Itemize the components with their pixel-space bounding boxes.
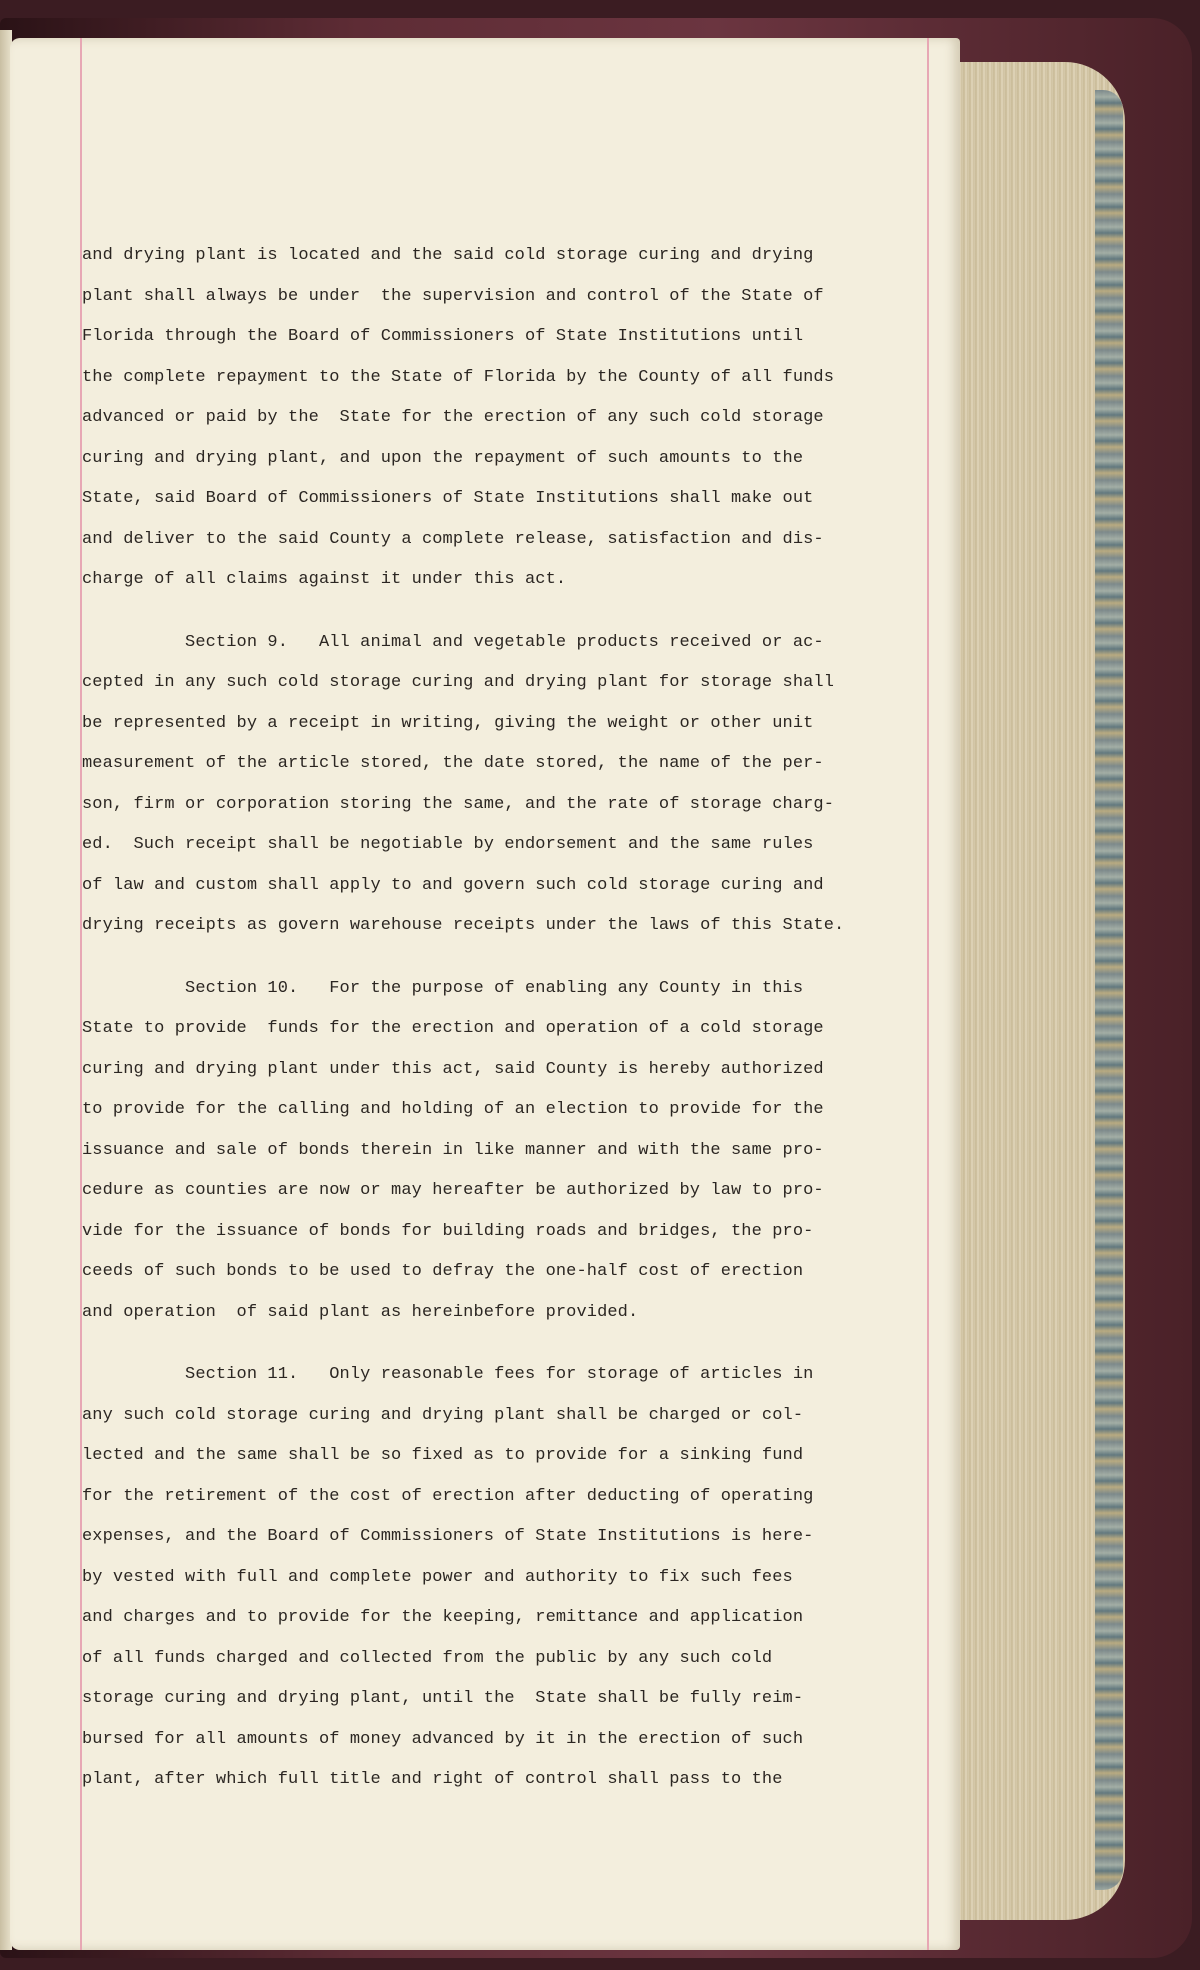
text-line: vide for the issuance of bonds for building roads and bridges, the pro-: [82, 1221, 814, 1241]
text-line: measurement of the article stored, the date stored, the name of the per-: [82, 754, 824, 773]
text-line: advanced or paid by the State for the erection of any such cold storage: [82, 408, 824, 427]
text-line: Section 10. For the purpose of enabling any County in this: [82, 978, 804, 998]
text-line: by vested with full and complete power and authority to fix such fees: [82, 1567, 793, 1587]
text-line: and charges and to provide for the keeping, remittance and application: [82, 1608, 804, 1627]
text-line: issuance and sale of bonds therein in like manner and with the same pro-: [82, 1140, 824, 1160]
text-line: to provide for the calling and holding of an election to provide for the: [82, 1100, 824, 1119]
text-line: and deliver to the said County a complete release, satisfaction and dis-: [82, 529, 824, 549]
paragraph: [82, 969, 952, 1334]
text-line: curing and drying plant, and upon the repayment of such amounts to the: [82, 448, 804, 468]
text-line: Section 9. All animal and vegetable products received or ac-: [82, 632, 824, 652]
text-line: storage curing and drying plant, until the State shall be fully reim-: [82, 1689, 804, 1708]
paragraph: [82, 623, 952, 947]
text-line: and operation of said plant as hereinbefore provided.: [82, 1302, 639, 1322]
text-line: State, said Board of Commissioners of State Institutions shall make out: [82, 489, 814, 508]
text-line: any such cold storage curing and drying plant shall be charged or col-: [82, 1405, 804, 1425]
text-line: State to provide funds for the erection and operation of a cold storage: [82, 1019, 824, 1038]
text-line: be represented by a receipt in writing, giving the weight or other unit: [82, 713, 814, 733]
text-line: Florida through the Board of Commissioners of State Institutions until: [82, 327, 804, 346]
text-line: for the retirement of the cost of erection after deducting of operating: [82, 1486, 814, 1506]
text-line: Section 11. Only reasonable fees for storage of articles in: [82, 1365, 814, 1384]
text-line: lected and the same shall be so fixed as to provide for a sinking fund: [82, 1446, 804, 1465]
text-line: expenses, and the Board of Commissioners of State Institutions is here-: [82, 1527, 814, 1546]
paragraph: [82, 236, 952, 601]
text-line: and drying plant is located and the said cold storage curing and drying: [82, 246, 814, 265]
typed-text-body: [82, 236, 952, 1801]
text-line: son, firm or corporation storing the same, and the rate of storage charg-: [82, 794, 835, 814]
text-line: ceeds of such bonds to be used to defray the one-half cost of erection: [82, 1262, 804, 1281]
text-line: plant shall always be under the supervision and control of the State of: [82, 286, 824, 306]
text-line: of law and custom shall apply to and govern such cold storage curing and: [82, 875, 824, 895]
text-line: bursed for all amounts of money advanced by it in the erection of such: [82, 1729, 804, 1749]
text-line: plant, after which full title and right of control shall pass to the: [82, 1770, 783, 1789]
text-line: of all funds charged and collected from the public by any such cold: [82, 1648, 773, 1668]
paragraph-gap: [82, 601, 952, 623]
marbled-edge: [1095, 90, 1123, 1890]
text-line: cedure as counties are now or may hereafter be authorized by law to pro-: [82, 1181, 824, 1200]
paragraph-gap: [82, 947, 952, 969]
text-line: cepted in any such cold storage curing and drying plant for storage shall: [82, 673, 835, 692]
text-line: curing and drying plant under this act, said County is hereby authorized: [82, 1059, 824, 1079]
text-line: ed. Such receipt shall be negotiable by endorsement and the same rules: [82, 835, 814, 854]
paragraph: [82, 1355, 952, 1801]
text-line: drying receipts as govern warehouse receipts under the laws of this State.: [82, 916, 845, 935]
text-line: charge of all claims against it under this act.: [82, 570, 567, 589]
paragraph-gap: [82, 1333, 952, 1355]
text-line: the complete repayment to the State of Florida by the County of all funds: [82, 367, 835, 387]
